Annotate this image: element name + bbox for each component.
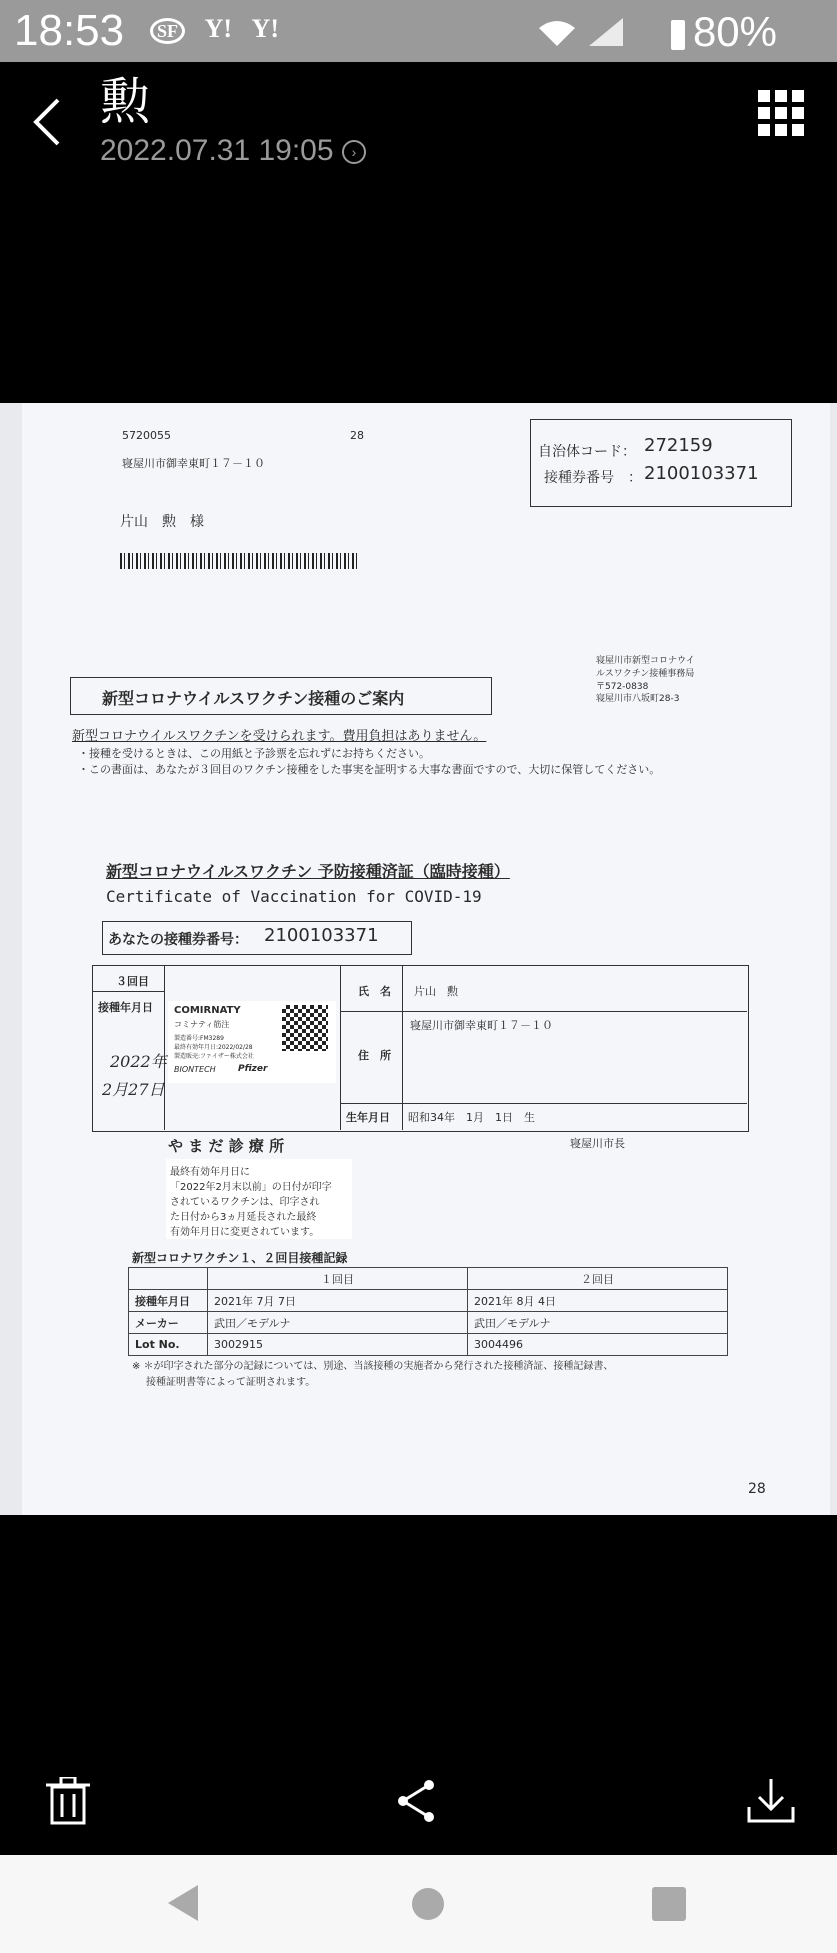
photo-content[interactable] <box>0 403 837 1515</box>
table-cell: メーカー <box>129 1312 208 1334</box>
status-bar <box>0 0 837 62</box>
birth-value: 昭和34年 1月 1日 生 <box>408 1111 535 1124</box>
sticker-sub: コミナティ筋注 <box>174 1020 230 1029</box>
action-bar <box>0 1515 837 1855</box>
table-divider <box>340 1011 747 1012</box>
note-line: 「2022年2月末以前」の日付が印字 <box>170 1182 332 1193</box>
guide-line: ・接種を受けるときは、この用紙と予診票を忘れずにお持ちください。 <box>78 747 430 760</box>
ticket-number: 2100103371 <box>644 463 759 484</box>
table-cell: 2021年 8月 4日 <box>468 1290 728 1312</box>
nav-recents-icon[interactable] <box>652 1887 686 1921</box>
status-time: 18:53 <box>14 6 125 55</box>
share-icon[interactable] <box>395 1777 439 1825</box>
municipality-code: 272159 <box>644 435 713 456</box>
table-row <box>129 1268 728 1290</box>
sticker-exp: 最終有効年月日:2022/02/28 <box>174 1044 253 1051</box>
clinic-stamp: や ま だ 診 療 所 <box>168 1137 285 1155</box>
address-label: 住 所 <box>358 1049 391 1062</box>
qr-code-icon <box>282 1005 328 1051</box>
certificate-title-en: Certificate of Vaccination for COVID-19 <box>106 887 482 906</box>
notification-yahoo-icon: Y! <box>251 14 279 43</box>
office-line: 〒572-0838 <box>596 682 649 692</box>
notification-yahoo-icon: Y! <box>204 14 232 43</box>
your-ticket-label: あなたの接種券番号： <box>108 932 248 948</box>
dose3-label: ３回目 <box>116 975 149 988</box>
office-line: 寝屋川市新型コロナウイ <box>596 656 695 666</box>
back-arrow-icon[interactable] <box>28 92 68 152</box>
postal-code: 5720055 <box>122 429 171 442</box>
system-nav-bar <box>0 1855 837 1953</box>
note-line: た日付から3ヵ月延長された最終 <box>170 1212 317 1223</box>
table-cell: １回目 <box>208 1268 468 1290</box>
nav-home-icon[interactable] <box>412 1888 444 1920</box>
municipality-code-label: 自治体コード： <box>538 444 636 460</box>
vaccination-date-label: 接種年月日 <box>98 1001 153 1014</box>
wifi-signal-icon <box>537 16 627 48</box>
grid-view-icon[interactable] <box>758 90 804 136</box>
guide-line: ・この書面は、あなたが３回目のワクチン接種をした事実を証明する大事な書面ですので、大切に保管してください。 <box>78 763 661 776</box>
mayor-label: 寝屋川市長 <box>570 1137 625 1150</box>
table-divider <box>340 965 341 1130</box>
handwritten-date: 2月27日 <box>102 1080 165 1099</box>
table-divider <box>340 1103 747 1104</box>
note-line: されているワクチンは、印字され <box>170 1197 320 1208</box>
table-cell: 接種年月日 <box>129 1290 208 1312</box>
page-number-top: 28 <box>350 429 364 442</box>
table-divider <box>92 991 164 992</box>
table-cell: 2021年 7月 7日 <box>208 1290 468 1312</box>
postal-barcode <box>120 553 360 569</box>
handwritten-year: 2022年 <box>110 1052 167 1071</box>
table-cell: Lot No. <box>129 1334 208 1356</box>
notification-icons <box>150 14 293 44</box>
notification-sf-icon: SF <box>150 18 185 44</box>
table-row <box>129 1290 728 1312</box>
download-icon[interactable] <box>747 1777 795 1825</box>
photo-date-text: 2022.07.31 19:05 <box>100 134 334 167</box>
address-top: 寝屋川市御幸東町１７－１０ <box>122 457 265 470</box>
name-label: 氏 名 <box>358 985 391 998</box>
photo-date[interactable] <box>100 134 366 168</box>
note-line: 有効年月日に変更されています。 <box>170 1227 320 1238</box>
records-title: 新型コロナワクチン１、２回目接種記録 <box>132 1251 348 1265</box>
table-cell <box>129 1268 208 1290</box>
guide-line: 新型コロナウイルスワクチンを受けられます。費用負担はありません。 <box>72 729 487 744</box>
sticker-lot: 製造番号:FM3289 <box>174 1035 224 1042</box>
page-number-bottom: 28 <box>748 1481 766 1497</box>
your-ticket-number: 2100103371 <box>264 925 379 946</box>
battery-indicator <box>671 8 777 56</box>
table-cell: 武田／モデルナ <box>208 1312 468 1334</box>
battery-icon <box>671 20 685 50</box>
date-info-icon[interactable]: › <box>342 140 366 164</box>
office-line: ルスワクチン接種事務局 <box>596 669 695 679</box>
sticker-maker: 製造販売:ファイザー株式会社 <box>174 1053 254 1060</box>
table-cell: ２回目 <box>468 1268 728 1290</box>
table-cell: 武田／モデルナ <box>468 1312 728 1334</box>
guide-title: 新型コロナウイルスワクチン接種のご案内 <box>102 689 405 708</box>
album-title: 勲 <box>100 73 150 131</box>
viewer-header <box>0 62 837 172</box>
records-table <box>128 1267 728 1356</box>
delete-icon[interactable] <box>46 1777 90 1825</box>
footnote: 接種証明書等によって証明されます。 <box>146 1377 316 1388</box>
sticker-logo-pfizer: Pfizer <box>238 1064 268 1074</box>
vaccine-sticker <box>168 1001 336 1083</box>
table-cell: 3004496 <box>468 1334 728 1356</box>
expiry-note <box>166 1159 352 1239</box>
sticker-logo-biontech: BIONTECH <box>174 1065 216 1074</box>
table-cell: 3002915 <box>208 1334 468 1356</box>
recipient-name: 片山 勲 様 <box>120 514 204 530</box>
ticket-label: 接種券番号 ： <box>544 470 642 486</box>
address-value: 寝屋川市御幸東町１７－１０ <box>410 1019 553 1032</box>
certificate-title-jp: 新型コロナウイルスワクチン 予防接種済証（臨時接種） <box>106 862 510 881</box>
nav-back-icon[interactable] <box>168 1885 200 1921</box>
table-row <box>129 1312 728 1334</box>
office-line: 寝屋川市八坂町28-3 <box>596 694 680 704</box>
note-line: 最終有効年月日に <box>170 1167 250 1178</box>
footnote: ※ ＊が印字された部分の記録については、別途、当該接種の実施者から発行された接種済証、接種記録書、 <box>132 1361 614 1372</box>
birth-label: 生年月日 <box>346 1111 390 1124</box>
table-row <box>129 1334 728 1356</box>
battery-percent: 80% <box>692 8 777 55</box>
table-divider <box>164 965 165 1130</box>
vaccination-document <box>22 403 830 1515</box>
sticker-brand: COMIRNATY <box>174 1005 241 1016</box>
table-divider <box>402 965 403 1130</box>
name-value: 片山 勲 <box>414 985 458 998</box>
